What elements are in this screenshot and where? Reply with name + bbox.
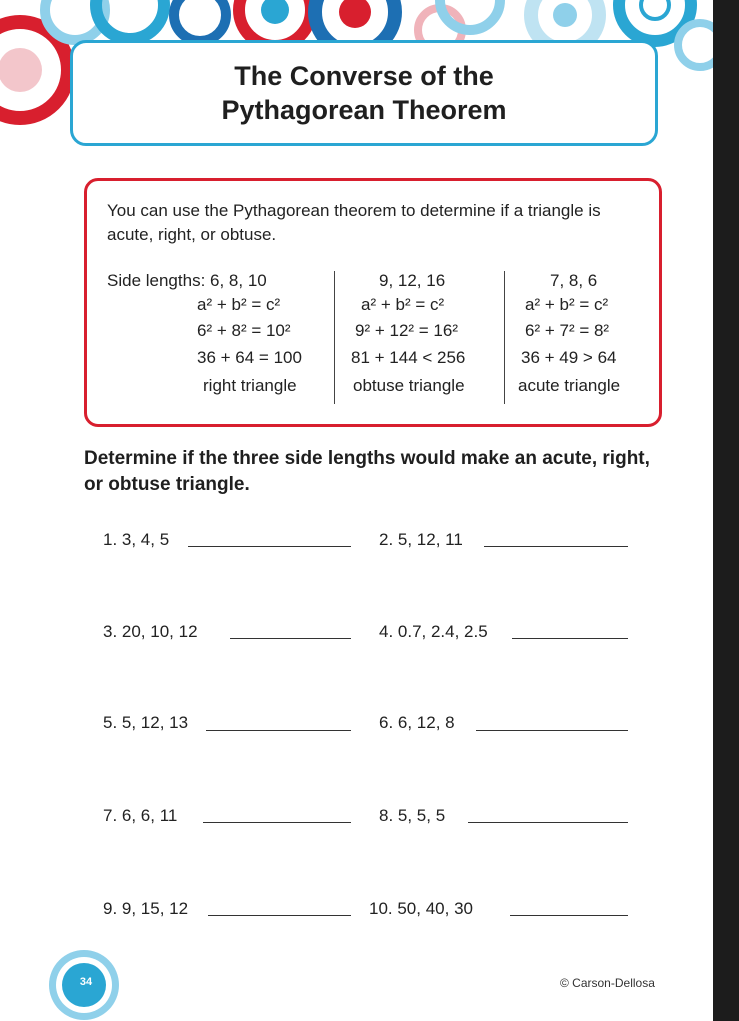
answer-blank[interactable] <box>203 822 351 823</box>
problem-label: 7. 6, 6, 11 <box>103 806 178 825</box>
intro-text: You can use the Pythagorean theorem to determine if a triangle is acute, right, or obtuse. <box>107 201 601 244</box>
example-computation: 36 + 64 = 100 <box>197 348 302 367</box>
decor-circle <box>553 3 577 27</box>
answer-blank[interactable] <box>512 638 628 639</box>
problem-label: 2. 5, 12, 11 <box>379 530 463 549</box>
example-header: 9, 12, 16 <box>379 271 446 290</box>
example-formula: a² + b² = c² <box>361 295 445 314</box>
problem-label: 4. 0.7, 2.4, 2.5 <box>379 622 488 641</box>
column-divider <box>334 271 335 404</box>
page-title-line-1: The Converse of the <box>234 61 494 91</box>
problem-label: 5. 5, 12, 13 <box>103 713 189 732</box>
decor-circle <box>678 23 713 67</box>
example-column-acute <box>507 271 657 411</box>
answer-blank[interactable] <box>230 638 351 639</box>
example-substitution: 6² + 7² = 8² <box>525 321 610 340</box>
decor-circle <box>440 0 500 30</box>
problem-label: 10. 50, 40, 30 <box>369 899 473 918</box>
answer-blank[interactable] <box>468 822 628 823</box>
answer-blank[interactable] <box>476 730 628 731</box>
decor-circle <box>174 0 226 41</box>
answer-blank[interactable] <box>510 915 628 916</box>
problem-label: 6. 6, 12, 8 <box>379 713 455 732</box>
example-result: obtuse triangle <box>353 376 465 395</box>
example-box <box>84 178 662 427</box>
decor-circle <box>0 48 42 92</box>
decor-circle <box>261 0 289 24</box>
page-title-line-2: Pythagorean Theorem <box>221 95 507 125</box>
example-column-obtuse <box>337 271 502 411</box>
example-header: Side lengths: 6, 8, 10 <box>107 271 267 290</box>
page-number: 34 <box>79 976 93 988</box>
answer-blank[interactable] <box>188 546 351 547</box>
problem-label: 9. 9, 15, 12 <box>103 899 189 918</box>
example-substitution: 6² + 8² = 10² <box>197 321 291 340</box>
decor-circle <box>339 0 371 28</box>
instructions: Determine if the three side lengths would make an acute, right, or obtuse triangle. <box>84 448 650 495</box>
title-box <box>70 40 658 146</box>
answer-blank[interactable] <box>206 730 351 731</box>
example-result: acute triangle <box>518 376 621 395</box>
example-substitution: 9² + 12² = 16² <box>355 321 459 340</box>
problem-label: 8. 5, 5, 5 <box>379 806 446 825</box>
example-header: 7, 8, 6 <box>550 271 598 290</box>
example-result: right triangle <box>203 376 297 395</box>
example-formula: a² + b² = c² <box>197 295 281 314</box>
example-computation: 81 + 144 < 256 <box>351 348 466 367</box>
decor-circle <box>641 0 669 19</box>
answer-blank[interactable] <box>208 915 351 916</box>
example-computation: 36 + 49 > 64 <box>521 348 617 367</box>
column-divider <box>504 271 505 404</box>
example-column-right <box>87 271 332 411</box>
example-formula: a² + b² = c² <box>525 295 609 314</box>
answer-blank[interactable] <box>484 546 628 547</box>
problem-label: 3. 20, 10, 12 <box>103 622 198 641</box>
copyright: © Carson-Dellosa <box>560 976 655 990</box>
problem-label: 1. 3, 4, 5 <box>103 530 170 549</box>
